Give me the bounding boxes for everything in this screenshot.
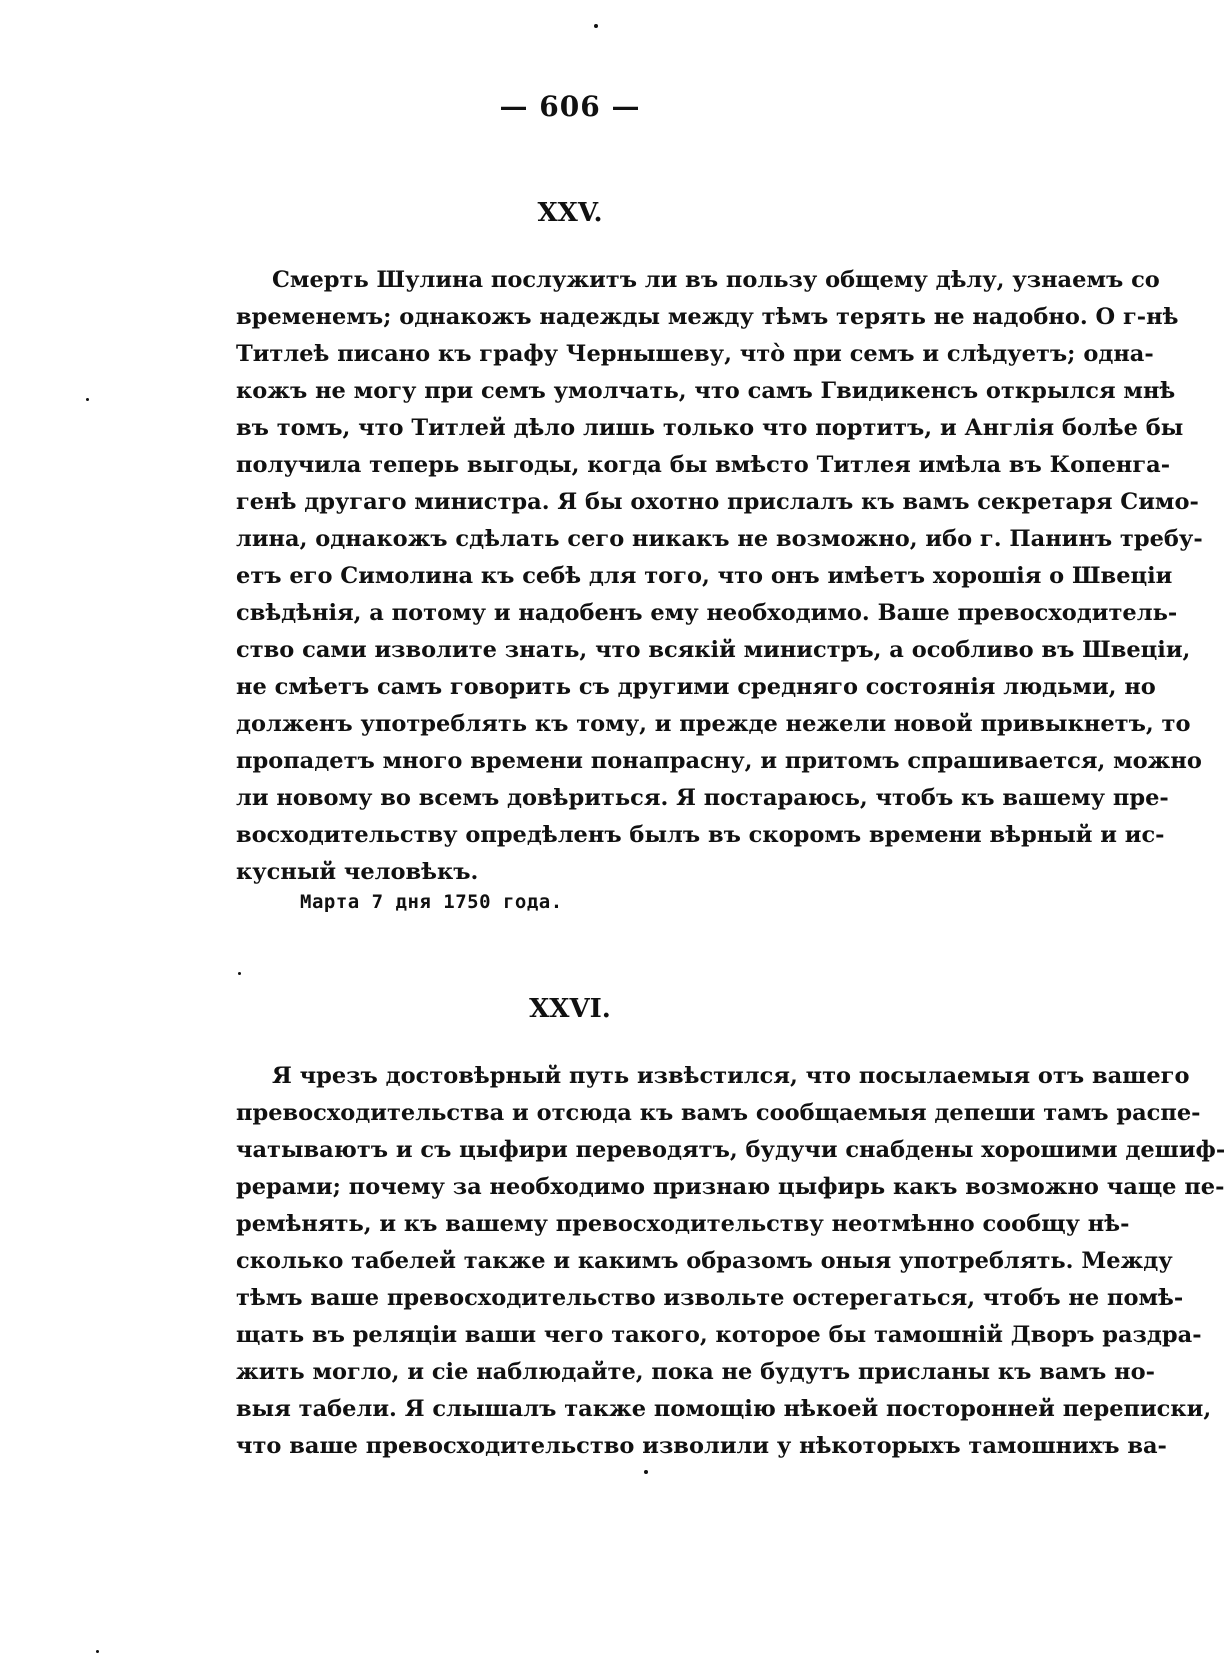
text-line: получила теперь выгоды, когда бы вмѣсто Титлея имѣла въ Копенга-	[236, 452, 1171, 478]
text-line: въ томъ, что Титлей дѣло лишь только что портитъ, и Англія болѣе бы	[236, 415, 1184, 441]
text-line: кусный человѣкъ.	[236, 859, 479, 885]
text-line: превосходительства и отсюда къ вамъ сообщаемыя депеши тамъ распе-	[236, 1100, 1201, 1126]
text-line: лина, однакожъ сдѣлать сего никакъ не возможно, ибо г. Панинъ требу-	[236, 526, 1203, 552]
text-line: не смѣетъ самъ говорить съ другими средняго состоянія людьми, но	[236, 674, 1156, 700]
text-line: рерами; почему за необходимо признаю цыфирь какъ возможно чаще пе-	[236, 1174, 1225, 1200]
text-line: временемъ; однакожъ надежды между тѣмъ терять не надобно. О г-нѣ	[236, 304, 1179, 330]
page-number: — 606 —	[499, 90, 641, 123]
print-speck	[594, 24, 598, 28]
text-line: Смерть Шулина послужитъ ли въ пользу общему дѣлу, узнаемъ со	[272, 267, 1160, 293]
text-line: щать въ реляціи ваши чего такого, которое бы тамошній Дворъ раздра-	[236, 1322, 1202, 1348]
text-line: восходительству опредѣленъ былъ въ скоромъ времени вѣрный и ис-	[236, 822, 1165, 848]
text-line: долженъ употреблять къ тому, и прежде нежели новой привыкнетъ, то	[236, 711, 1191, 737]
print-speck	[86, 398, 89, 401]
section-heading: XXV.	[537, 198, 603, 228]
text-line: ли новому во всемъ довѣриться. Я постараюсь, чтобъ къ вашему пре-	[236, 785, 1169, 811]
text-line: генѣ другаго министра. Я бы охотно прислалъ къ вамъ секретаря Симо-	[236, 489, 1199, 515]
section-body	[236, 262, 1203, 891]
print-speck	[238, 972, 241, 975]
text-line: ство сами изволите знать, что всякій министръ, а особливо въ Швеціи,	[236, 637, 1191, 663]
section-body	[236, 1058, 1225, 1465]
text-line: чатываютъ и съ цыфири переводятъ, будучи снабдены хорошими дешиф-	[236, 1137, 1225, 1163]
text-line: тѣмъ ваше превосходительство извольте остерегаться, чтобъ не помѣ-	[236, 1285, 1184, 1311]
text-line: ремѣнять, и къ вашему превосходительству неотмѣнно сообщу нѣ-	[236, 1211, 1130, 1237]
text-line: жить могло, и сіе наблюдайте, пока не будутъ присланы къ вамъ но-	[236, 1359, 1155, 1385]
print-speck	[96, 1650, 99, 1653]
section-heading: XXVI.	[529, 994, 611, 1024]
text-line: выя табели. Я слышалъ также помощію нѣкоей посторонней переписки,	[236, 1396, 1212, 1422]
print-speck	[644, 1470, 648, 1474]
text-line: сколько табелей также и какимъ образомъ оныя употреблять. Между	[236, 1248, 1173, 1274]
text-line: пропадетъ много времени понапрасну, и притомъ спрашивается, можно	[236, 748, 1202, 774]
text-line: кожъ не могу при семъ умолчать, что самъ Гвидикенсъ открылся мнѣ	[236, 378, 1176, 404]
text-line: свѣдѣнія, а потому и надобенъ ему необходимо. Ваше превосходитель-	[236, 600, 1178, 626]
letter-date: Марта 7 дня 1750 года.	[300, 891, 563, 913]
text-line: Титлеѣ писано къ графу Чернышеву, что̀ при семъ и слѣдуетъ; одна-	[236, 341, 1154, 367]
text-line: Я чрезъ достовѣрный путь извѣстился, что посылаемыя отъ вашего	[272, 1063, 1190, 1089]
text-line: етъ его Симолина къ себѣ для того, что онъ имѣетъ хорошія о Швеціи	[236, 563, 1173, 589]
text-line: что ваше превосходительство изволили у нѣкоторыхъ тамошнихъ ва-	[236, 1433, 1167, 1459]
